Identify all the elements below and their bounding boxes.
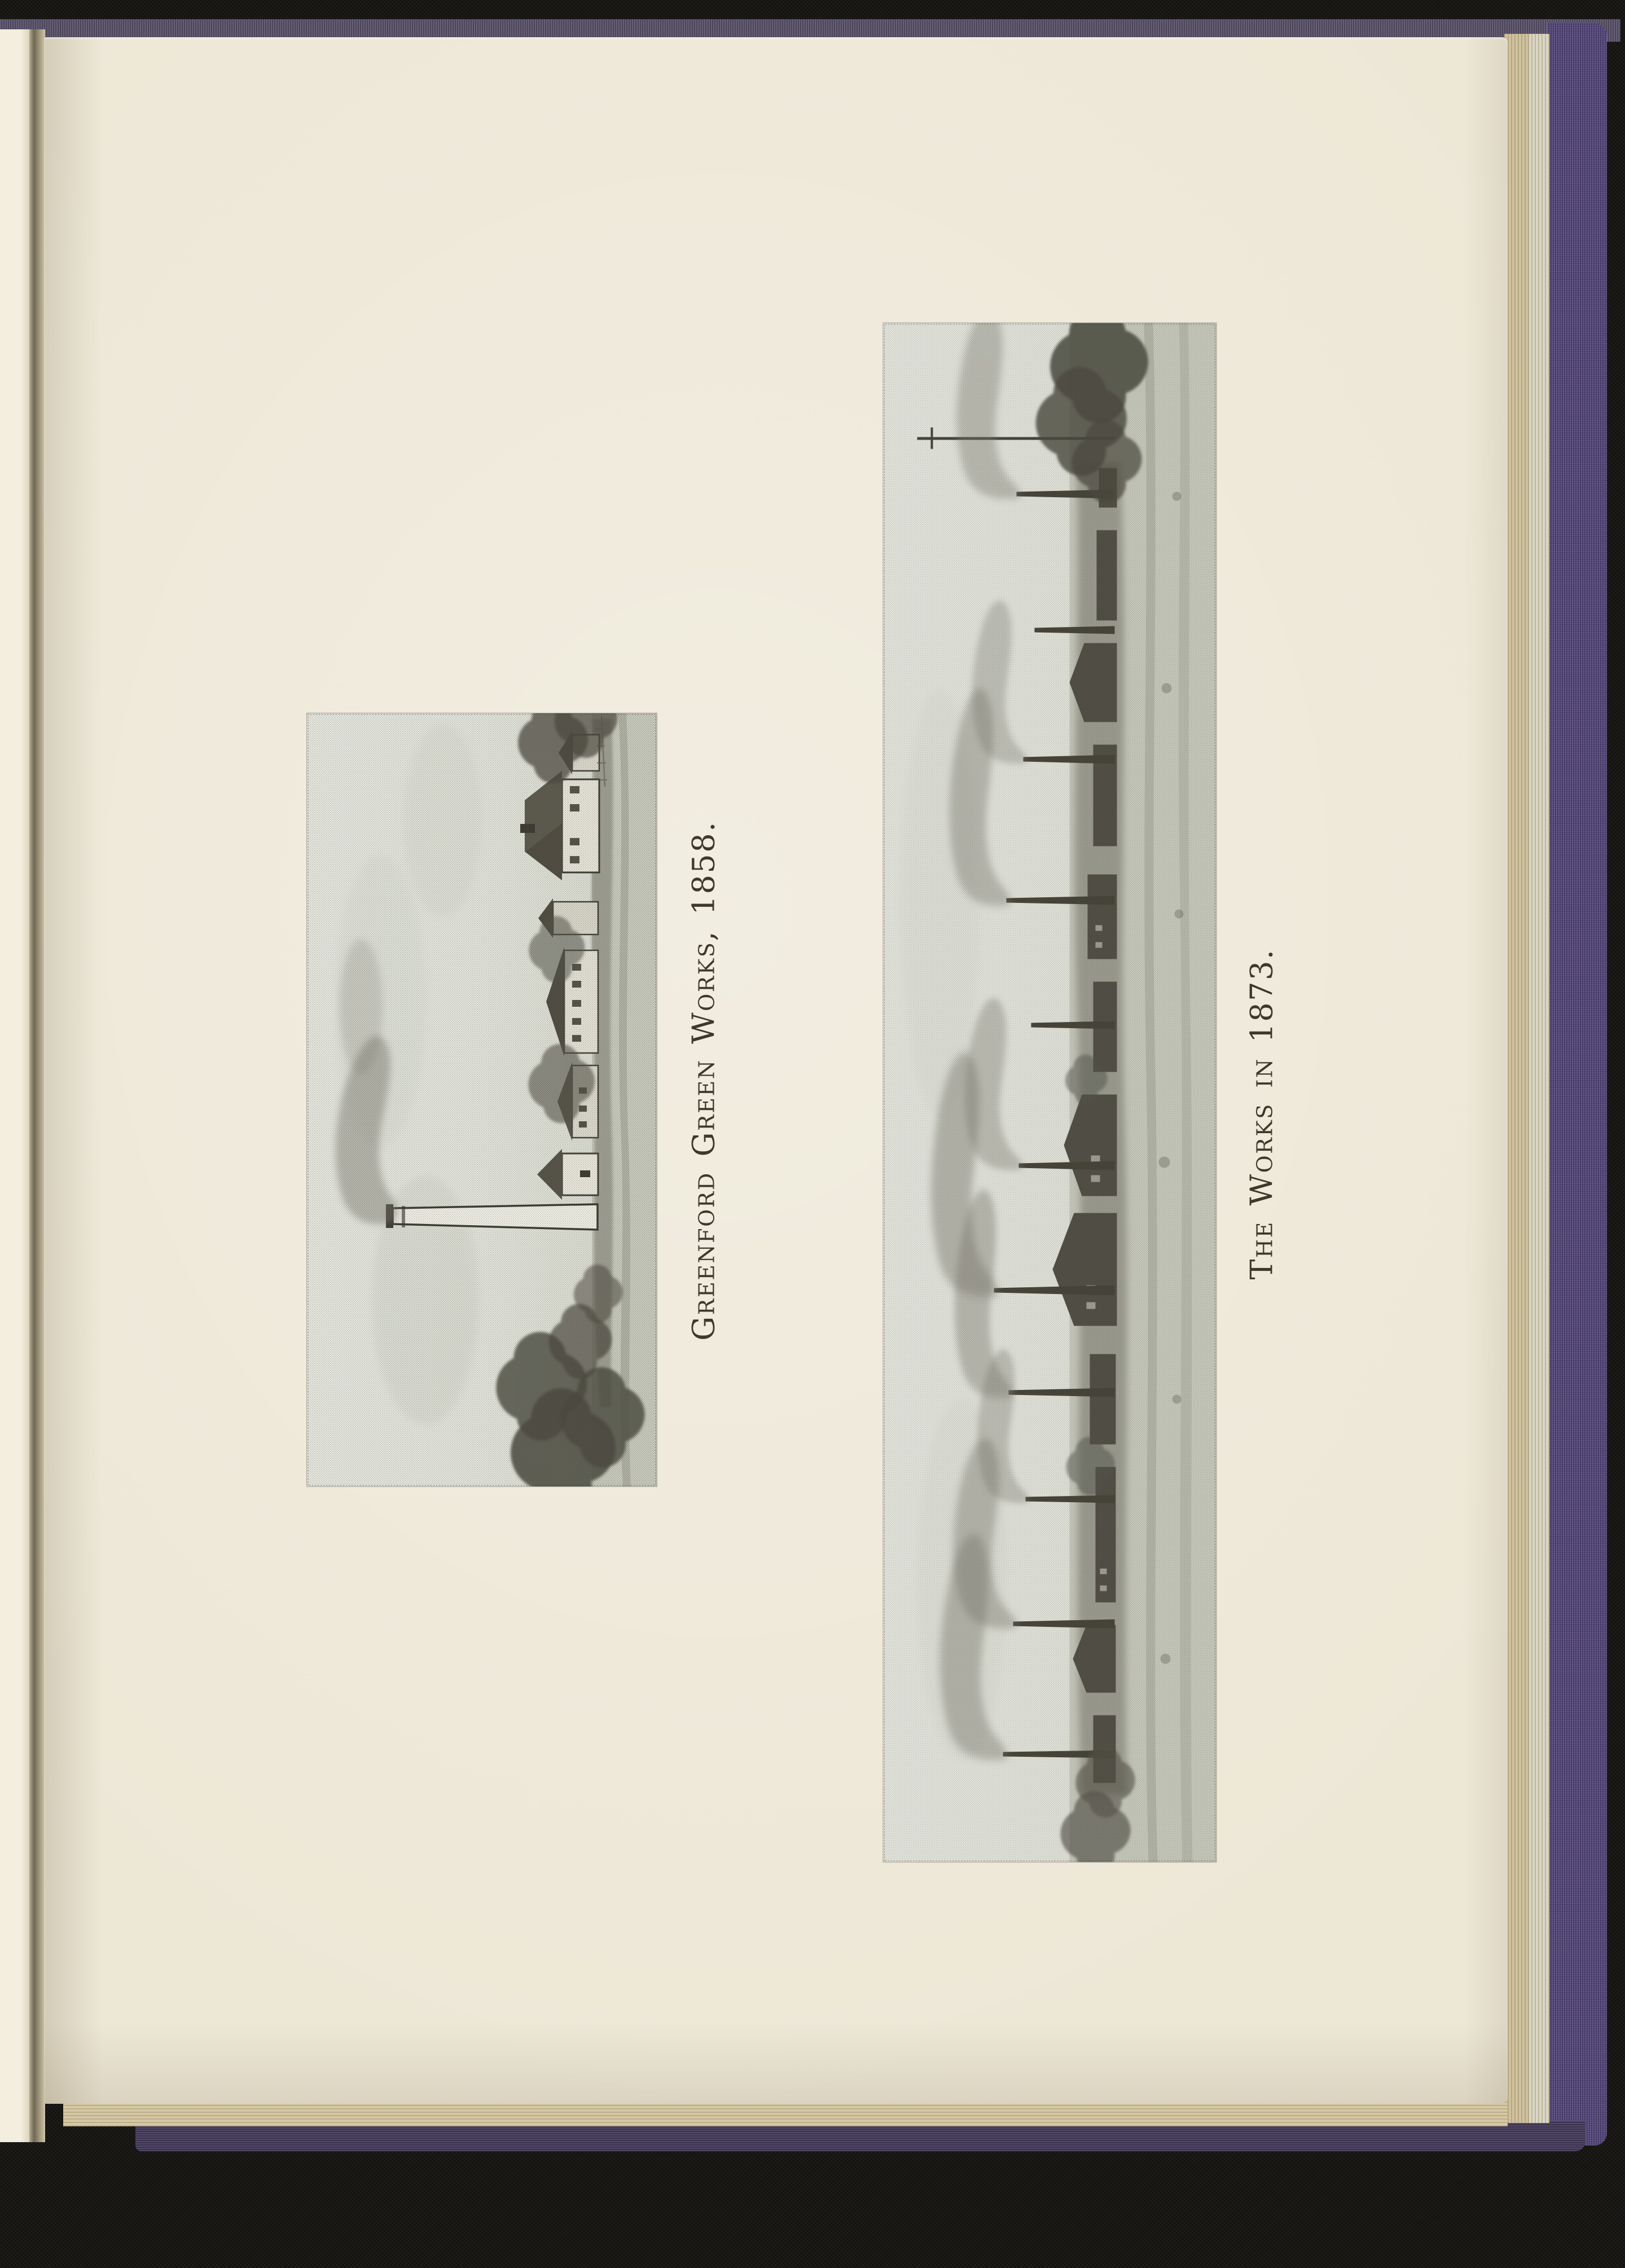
- plate-1873: [884, 323, 1216, 1862]
- plate-texture: [307, 713, 657, 1486]
- plate-1858: [307, 713, 657, 1486]
- book-cover-cloth-right: [1547, 23, 1607, 2146]
- facing-page-sliver: [0, 29, 29, 2142]
- gutter-shadow: [29, 29, 45, 2142]
- plate-1858-illustration: [307, 713, 657, 1486]
- page-stack-bottom-edge: [63, 2102, 1508, 2126]
- caption-1858: Greenford Green Works, 1858.: [686, 821, 722, 1341]
- plate-1873-illustration: [884, 323, 1216, 1862]
- book-page: [44, 37, 1508, 2104]
- caption-1873: The Works in 1873.: [1244, 948, 1280, 1280]
- page-stack-fore-edge: [1504, 34, 1549, 2123]
